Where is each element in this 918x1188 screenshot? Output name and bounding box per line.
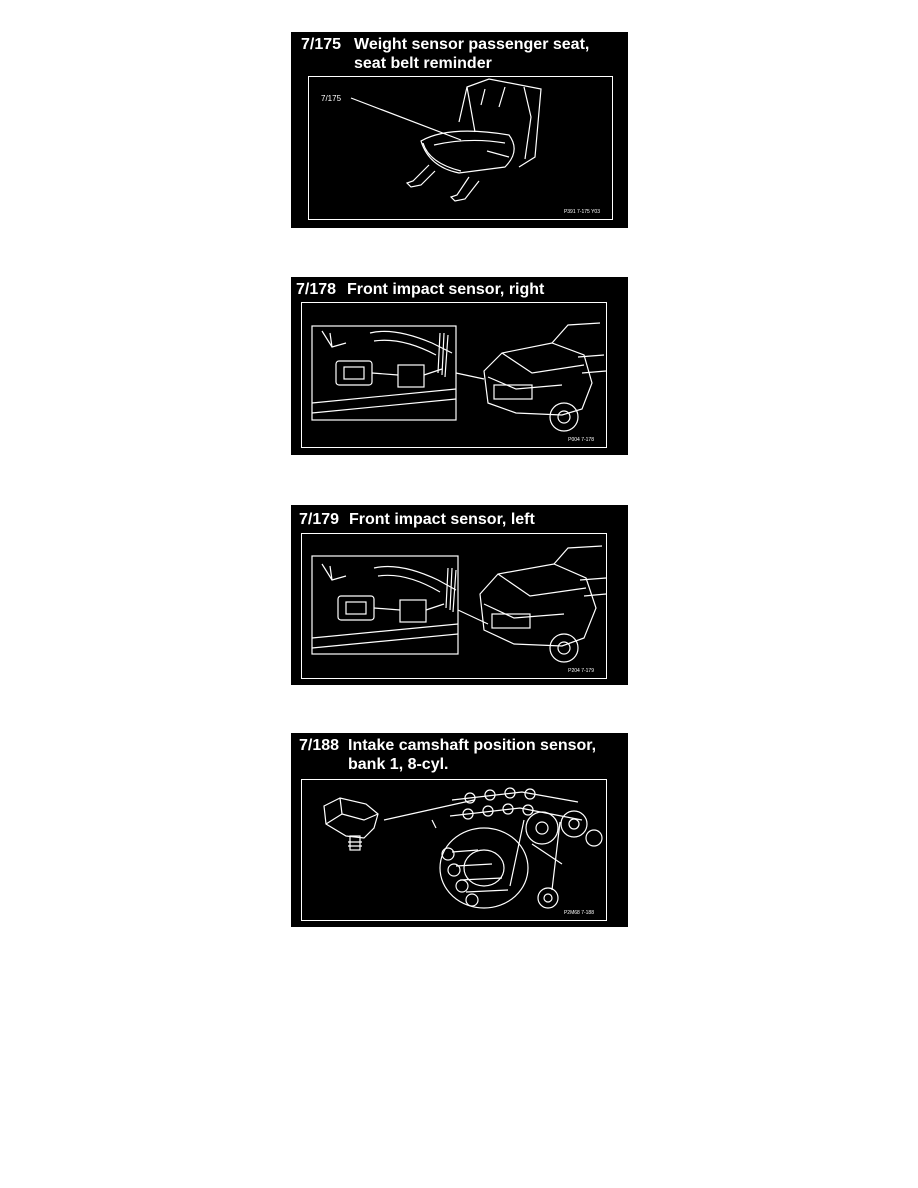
seat-illustration bbox=[309, 77, 614, 221]
figure-title: Weight sensor passenger seat, seat belt reminder bbox=[354, 36, 590, 72]
impact-sensor-illustration bbox=[302, 303, 608, 449]
figure-number: 7/188 bbox=[299, 737, 340, 754]
impact-sensor-illustration bbox=[302, 534, 608, 680]
figure-code: P004 7-178 bbox=[568, 437, 594, 443]
illustration-frame bbox=[301, 533, 607, 679]
figure-number: 7/175 bbox=[301, 36, 342, 53]
figure-card-7-178 bbox=[291, 277, 628, 455]
illustration-frame bbox=[308, 76, 613, 220]
camshaft-illustration bbox=[302, 780, 608, 922]
figure-code: P204 7-179 bbox=[568, 668, 594, 674]
figure-card-7-175 bbox=[291, 32, 628, 228]
figure-number: 7/179 bbox=[299, 511, 340, 528]
figure-number: 7/178 bbox=[296, 281, 337, 298]
figure-title: Front impact sensor, left bbox=[349, 511, 535, 528]
illustration-frame bbox=[301, 302, 607, 448]
figure-code: P2M68 7-188 bbox=[563, 910, 594, 916]
callout-label: 7/175 bbox=[321, 94, 342, 103]
figure-title: Intake camshaft position sensor, bank 1, 8-cyl. bbox=[348, 737, 597, 773]
figure-code: P391 7-175 Y03 bbox=[563, 209, 600, 215]
figure-title: Front impact sensor, right bbox=[347, 281, 545, 298]
illustration-frame bbox=[301, 779, 607, 921]
figure-card-7-179 bbox=[291, 505, 628, 685]
figure-card-7-188 bbox=[291, 733, 628, 927]
